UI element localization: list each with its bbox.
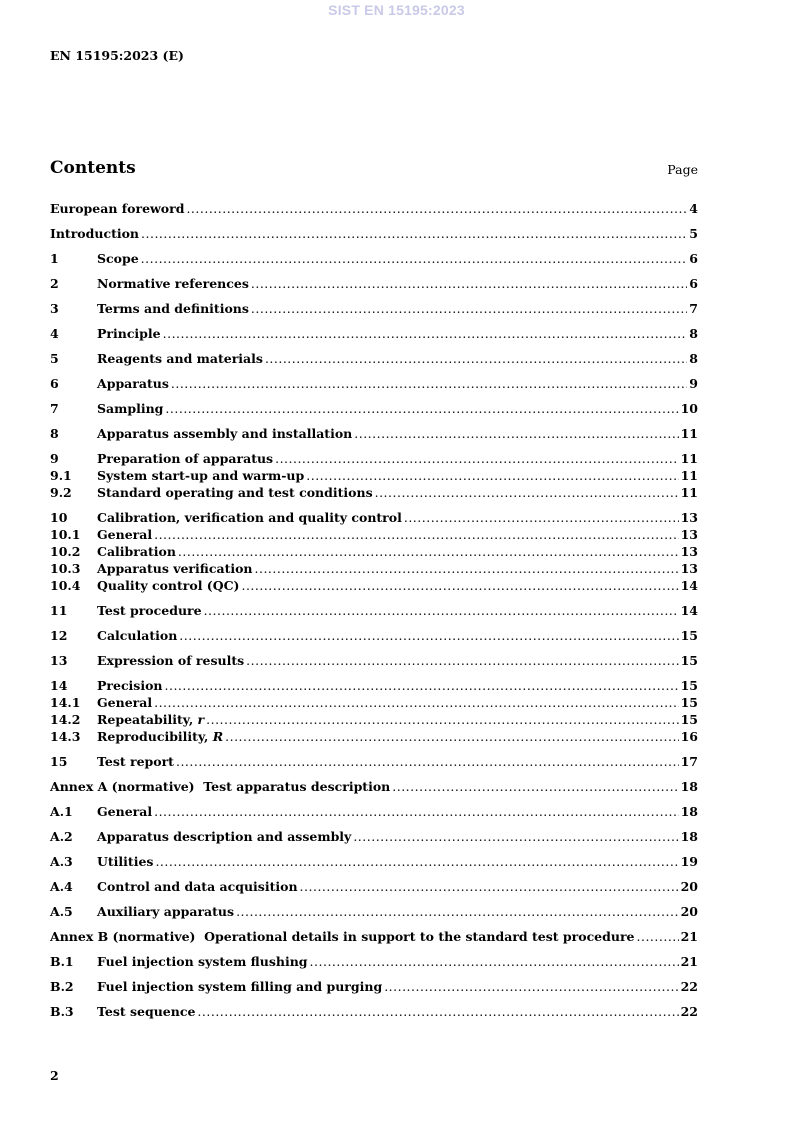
toc-entry-number: 9.1: [50, 468, 72, 483]
toc-entry[interactable]: [50, 450, 698, 467]
toc-page-column-heading: Page: [667, 162, 698, 177]
toc-leader: [165, 400, 678, 417]
toc-entry[interactable]: [50, 526, 698, 543]
toc-entry-page: 20: [680, 879, 698, 894]
toc-leader: [197, 1003, 678, 1020]
toc-leader: [154, 803, 678, 820]
toc-entry[interactable]: [50, 728, 698, 745]
toc-entry-label: Test procedure: [97, 603, 202, 618]
toc-leader: [141, 225, 687, 242]
toc-entry-label-text: Reproducibility,: [97, 729, 213, 744]
toc-entry-number: 13: [50, 653, 68, 668]
toc-entry-label: Test sequence: [97, 1004, 196, 1019]
toc-entry-page: 13: [680, 561, 698, 576]
toc-entry[interactable]: [50, 200, 698, 217]
toc-entry-number: A.2: [50, 829, 73, 844]
toc-entry-page: 6: [689, 276, 698, 291]
toc-entry[interactable]: [50, 325, 698, 342]
toc-entry-number: 5: [50, 351, 59, 366]
toc-entry[interactable]: [50, 803, 698, 820]
toc-entry-label: Fuel injection system flushing: [97, 954, 308, 969]
toc-entry[interactable]: [50, 828, 698, 845]
toc-entry-number: 9.2: [50, 485, 72, 500]
toc-entry[interactable]: [50, 677, 698, 694]
toc-leader: [251, 300, 687, 317]
toc-entry-number: 14.2: [50, 712, 81, 727]
toc-entry-label: Normative references: [97, 276, 249, 291]
toc-entry-number: 11: [50, 603, 68, 618]
toc-entry-page: 16: [680, 729, 698, 744]
toc-entry-label: Standard operating and test conditions: [97, 485, 373, 500]
toc-entry[interactable]: [50, 375, 698, 392]
toc-entry-page: 21: [680, 929, 698, 944]
toc-entry-label: European foreword: [50, 201, 185, 216]
toc-entry[interactable]: [50, 543, 698, 560]
toc-entry-label: Calibration, verification and quality control: [97, 510, 402, 525]
toc-leader: [375, 484, 679, 501]
toc-entry-annex[interactable]: [50, 928, 698, 945]
toc-entry-number: 9: [50, 451, 59, 466]
toc-entry-label: Preparation of apparatus: [97, 451, 274, 466]
toc-leader: [163, 325, 688, 342]
toc-entry-label: Calculation: [97, 628, 178, 643]
toc-leader: [637, 928, 679, 945]
toc-leader: [246, 652, 678, 669]
toc-entry-label: [97, 711, 204, 728]
toc-entry-page: 9: [689, 376, 698, 391]
toc-leader: [154, 694, 678, 711]
table-of-contents: [50, 200, 698, 1020]
toc-entry-number: 14: [50, 678, 68, 693]
toc-entry-number: 10.3: [50, 561, 81, 576]
toc-entry-label: Calibration: [97, 544, 176, 559]
toc-entry-page: 18: [680, 779, 698, 794]
toc-entry-label: Quality control (QC): [97, 578, 240, 593]
toc-entry-label: System start-up and warm-up: [97, 468, 305, 483]
toc-entry-label: General: [97, 804, 153, 819]
toc-entry-page: 13: [680, 544, 698, 559]
toc-entry-page: 6: [689, 251, 698, 266]
toc-leader: [392, 778, 678, 795]
toc-entry-label: Apparatus assembly and installation: [97, 426, 353, 441]
toc-leader: [275, 450, 679, 467]
toc-entry-page: 13: [680, 527, 698, 542]
toc-entry-number: A.4: [50, 879, 73, 894]
toc-entry-label: Auxiliary apparatus: [97, 904, 235, 919]
toc-leader: [165, 677, 679, 694]
toc-entry[interactable]: [50, 509, 698, 526]
toc-entry-number: 10.4: [50, 578, 81, 593]
toc-entry[interactable]: [50, 484, 698, 501]
toc-entry[interactable]: [50, 903, 698, 920]
toc-entry-page: 22: [680, 1004, 698, 1019]
toc-entry-page: 11: [680, 468, 698, 483]
toc-entry-label: [97, 728, 223, 745]
toc-entry-label: General: [97, 527, 153, 542]
toc-entry[interactable]: [50, 711, 698, 728]
toc-entry[interactable]: [50, 878, 698, 895]
toc-leader: [155, 853, 678, 870]
toc-entry-label: Scope: [97, 251, 139, 266]
toc-leader: [300, 878, 679, 895]
toc-entry[interactable]: [50, 953, 698, 970]
toc-leader: [206, 711, 678, 728]
toc-entry-label: Expression of results: [97, 653, 245, 668]
toc-entry-number: 1: [50, 251, 59, 266]
toc-entry-label: Utilities: [97, 854, 154, 869]
toc-entry-label: Apparatus verification: [97, 561, 253, 576]
toc-leader: [265, 350, 687, 367]
toc-entry-label: Terms and definitions: [97, 301, 249, 316]
toc-entry[interactable]: [50, 627, 698, 644]
toc-leader: [204, 602, 679, 619]
toc-entry-page: 21: [680, 954, 698, 969]
toc-leader: [255, 560, 679, 577]
toc-entry[interactable]: [50, 300, 698, 317]
toc-entry[interactable]: [50, 225, 698, 242]
toc-entry-page: 19: [680, 854, 698, 869]
toc-entry-page: 14: [680, 603, 698, 618]
toc-entry-number: 6: [50, 376, 59, 391]
toc-entry-number: A.1: [50, 804, 73, 819]
toc-entry-page: 22: [680, 979, 698, 994]
toc-entry-label: Annex B (normative) Operational details in support to the standard test procedure: [50, 929, 635, 944]
toc-entry-number: B.3: [50, 1004, 74, 1019]
toc-entry-symbol: R: [212, 729, 224, 744]
toc-entry-annex[interactable]: [50, 778, 698, 795]
toc-entry-label-text: Repeatability,: [97, 712, 198, 727]
toc-entry-label: Apparatus: [97, 376, 169, 391]
toc-entry-number: 15: [50, 754, 68, 769]
toc-entry-page: 18: [680, 829, 698, 844]
toc-entry-number: 12: [50, 628, 68, 643]
toc-entry[interactable]: [50, 652, 698, 669]
toc-entry-number: 8: [50, 426, 59, 441]
toc-entry-page: 15: [680, 678, 698, 693]
toc-entry-number: 10.1: [50, 527, 81, 542]
toc-entry[interactable]: [50, 400, 698, 417]
toc-entry[interactable]: [50, 467, 698, 484]
toc-entry-page: 8: [689, 351, 698, 366]
toc-entry-page: 14: [680, 578, 698, 593]
toc-entry-label: Principle: [97, 326, 161, 341]
toc-entry-number: A.5: [50, 904, 73, 919]
toc-entry-page: 11: [680, 485, 698, 500]
toc-entry-page: 8: [689, 326, 698, 341]
toc-entry-number: 14.3: [50, 729, 81, 744]
toc-entry-page: 18: [680, 804, 698, 819]
toc-entry[interactable]: [50, 694, 698, 711]
toc-entry-page: 7: [689, 301, 698, 316]
toc-leader: [171, 375, 687, 392]
toc-entry-page: 15: [680, 695, 698, 710]
toc-leader: [179, 627, 678, 644]
toc-entry-label: Test report: [97, 754, 174, 769]
toc-leader: [310, 953, 679, 970]
toc-entry-number: 10: [50, 510, 68, 525]
toc-entry-page: 17: [680, 754, 698, 769]
toc-entry-number: 7: [50, 401, 59, 416]
toc-leader: [241, 577, 678, 594]
toc-entry-label: Reagents and materials: [97, 351, 263, 366]
toc-leader: [186, 200, 687, 217]
toc-entry-number: B.1: [50, 954, 74, 969]
toc-entry-page: 4: [689, 201, 698, 216]
toc-entry-label: Control and data acquisition: [97, 879, 298, 894]
toc-entry[interactable]: [50, 560, 698, 577]
toc-entry-number: 14.1: [50, 695, 81, 710]
toc-leader: [236, 903, 679, 920]
page-number: 2: [50, 1068, 59, 1083]
toc-leader: [176, 753, 679, 770]
toc-entry-number: 2: [50, 276, 59, 291]
toc-leader: [225, 728, 678, 745]
toc-entry-label: Precision: [97, 678, 163, 693]
toc-entry-number: 3: [50, 301, 59, 316]
toc-entry-label: Fuel injection system filling and purging: [97, 979, 383, 994]
toc-leader: [251, 275, 687, 292]
toc-entry-label: Sampling: [97, 401, 164, 416]
toc-entry[interactable]: [50, 577, 698, 594]
toc-entry[interactable]: [50, 602, 698, 619]
toc-entry-number: 10.2: [50, 544, 81, 559]
toc-entry-page: 10: [680, 401, 698, 416]
toc-leader: [178, 543, 679, 560]
toc-entry-page: 5: [689, 226, 698, 241]
toc-entry-label: Apparatus description and assembly: [97, 829, 352, 844]
toc-entry[interactable]: [50, 250, 698, 267]
toc-entry-number: B.2: [50, 979, 74, 994]
watermark: SIST EN 15195:2023: [328, 2, 465, 18]
toc-entry-page: 11: [680, 426, 698, 441]
toc-leader: [306, 467, 678, 484]
toc-entry-page: 15: [680, 628, 698, 643]
toc-leader: [384, 978, 678, 995]
toc-leader: [354, 425, 678, 442]
toc-entry-symbol: r: [197, 712, 205, 727]
toc-entry-label: General: [97, 695, 153, 710]
toc-entry-page: 13: [680, 510, 698, 525]
toc-leader: [353, 828, 678, 845]
toc-entry[interactable]: [50, 425, 698, 442]
toc-entry[interactable]: [50, 1003, 698, 1020]
toc-entry-label: Introduction: [50, 226, 140, 241]
toc-entry[interactable]: [50, 350, 698, 367]
toc-entry[interactable]: [50, 978, 698, 995]
toc-leader: [154, 526, 678, 543]
toc-entry[interactable]: [50, 853, 698, 870]
toc-entry[interactable]: [50, 753, 698, 770]
document-id: EN 15195:2023 (E): [50, 48, 184, 63]
toc-leader: [141, 250, 688, 267]
toc-entry-number: A.3: [50, 854, 73, 869]
toc-entry-label: Annex A (normative) Test apparatus description: [50, 779, 391, 794]
toc-entry-page: 11: [680, 451, 698, 466]
toc-entry-page: 15: [680, 712, 698, 727]
toc-entry-page: 20: [680, 904, 698, 919]
toc-leader: [404, 509, 679, 526]
toc-entry-page: 15: [680, 653, 698, 668]
toc-entry-number: 4: [50, 326, 59, 341]
toc-entry[interactable]: [50, 275, 698, 292]
toc-title: Contents: [50, 158, 136, 178]
